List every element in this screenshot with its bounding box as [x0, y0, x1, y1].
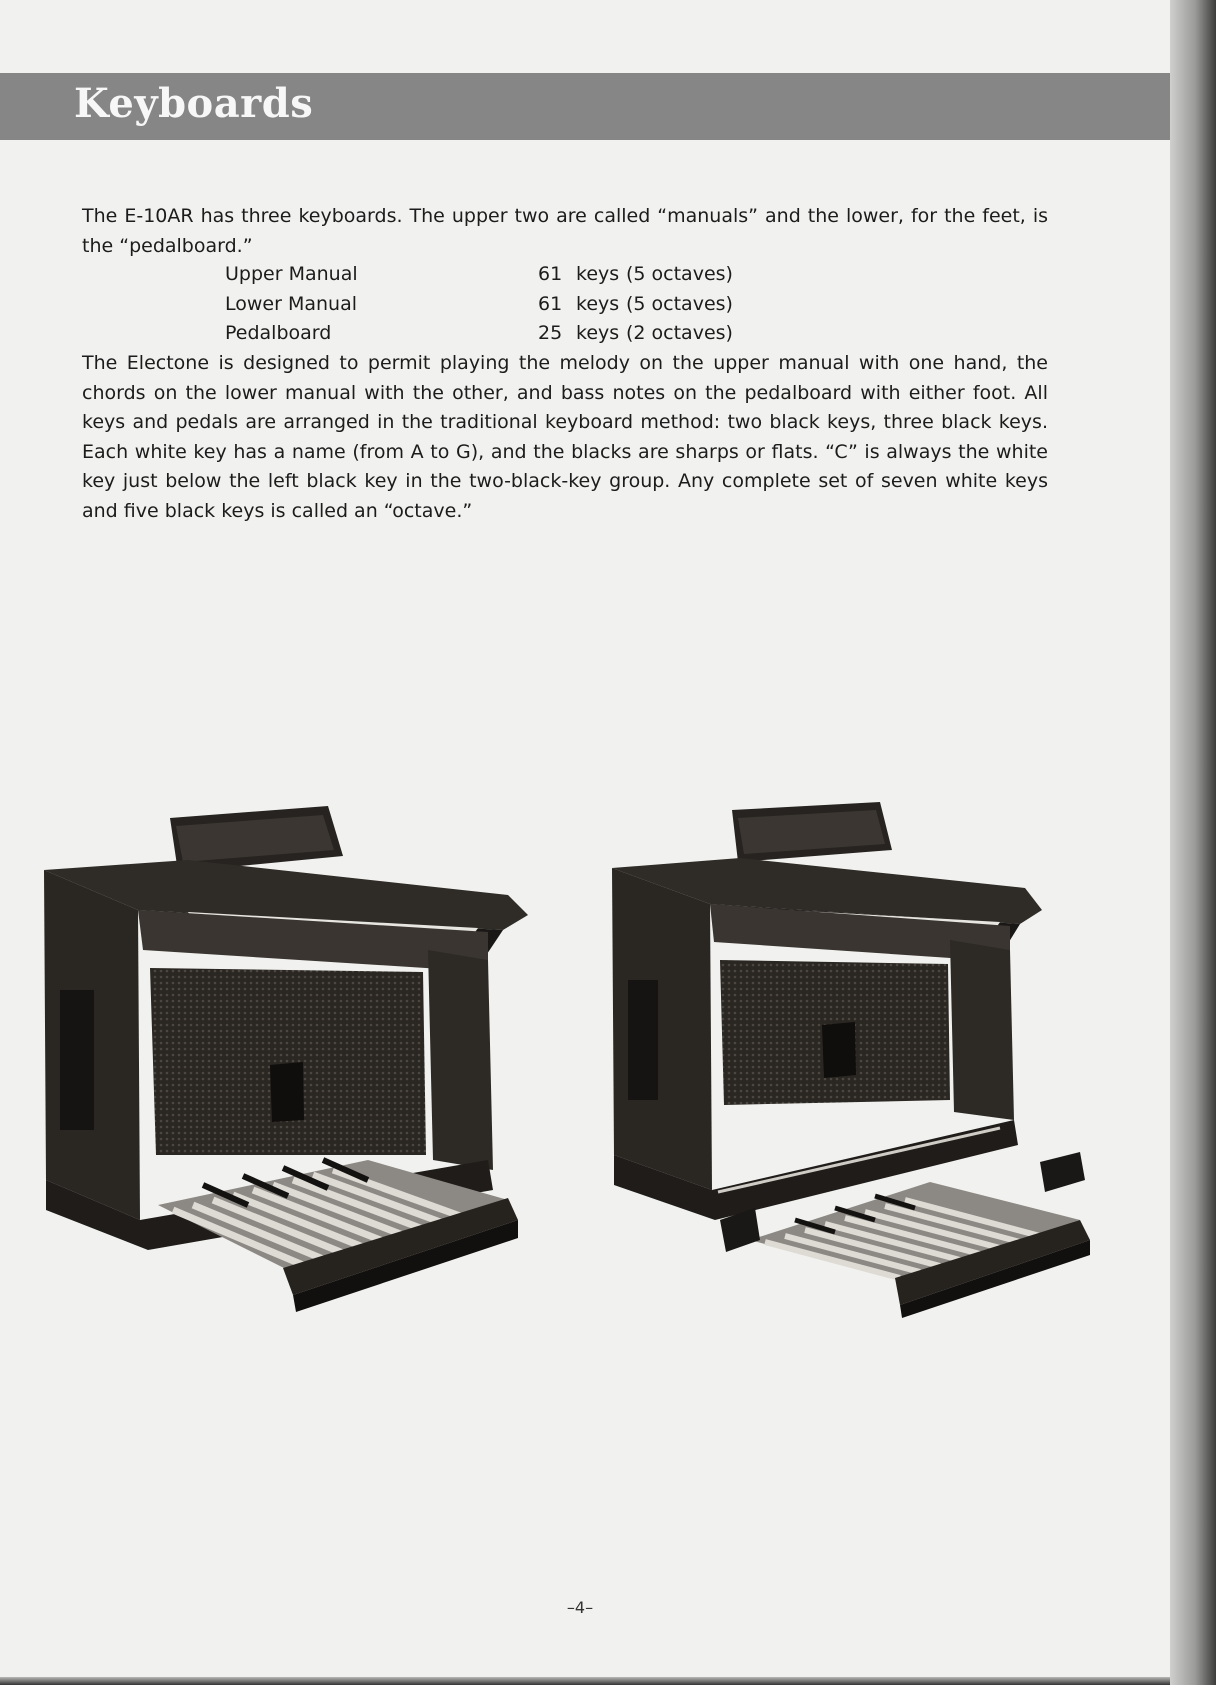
spec-row-pedalboard: [225, 319, 746, 349]
spec-octaves: (5 octaves): [626, 292, 733, 315]
keyboard-spec-table: [225, 260, 746, 349]
spec-unit: keys: [576, 263, 620, 285]
intro-paragraph: The E-10AR has three keyboards. The upper two are called “manuals” and the lower, for the feet, is the “pedalboard.”: [82, 205, 1048, 257]
page-title: Keyboards: [74, 80, 314, 127]
page-bottom-edge: [0, 1677, 1170, 1685]
spec-name: Lower Manual: [225, 292, 357, 315]
spec-name: Pedalboard: [225, 322, 332, 344]
organ-photo-pedalboard-removed: [600, 800, 1150, 1320]
body-paragraph: The Electone is designed to permit playing the melody on the upper manual with one hand, the chords on the lower manual with the other, and bass notes on the pedalboard with either foot. All keys and pedals are arranged in the traditional keyboard method: two black keys, three black keys. Each white key has a name (from A to G), and the blacks are sharps or flats. “C” is always the white key just below the left black key in the two-black-key group. Any complete set of seven white keys and five black keys is called an “octave.”: [82, 352, 1048, 522]
spec-unit: keys: [576, 322, 620, 344]
spec-octaves: (5 octaves): [626, 263, 733, 285]
page-edge: [1170, 0, 1216, 1685]
spec-name: Upper Manual: [225, 263, 358, 285]
spec-unit: keys: [576, 292, 620, 315]
spec-row-upper-manual: [225, 260, 746, 290]
spec-row-lower-manual: [225, 290, 746, 320]
spec-count: 61: [538, 263, 563, 285]
spec-count: 25: [538, 322, 563, 344]
spec-count: 61: [538, 292, 563, 315]
organ-photo-pedalboard-installed: [38, 800, 558, 1350]
spec-octaves: (2 octaves): [626, 322, 733, 344]
page-number: –4–: [566, 1598, 594, 1617]
